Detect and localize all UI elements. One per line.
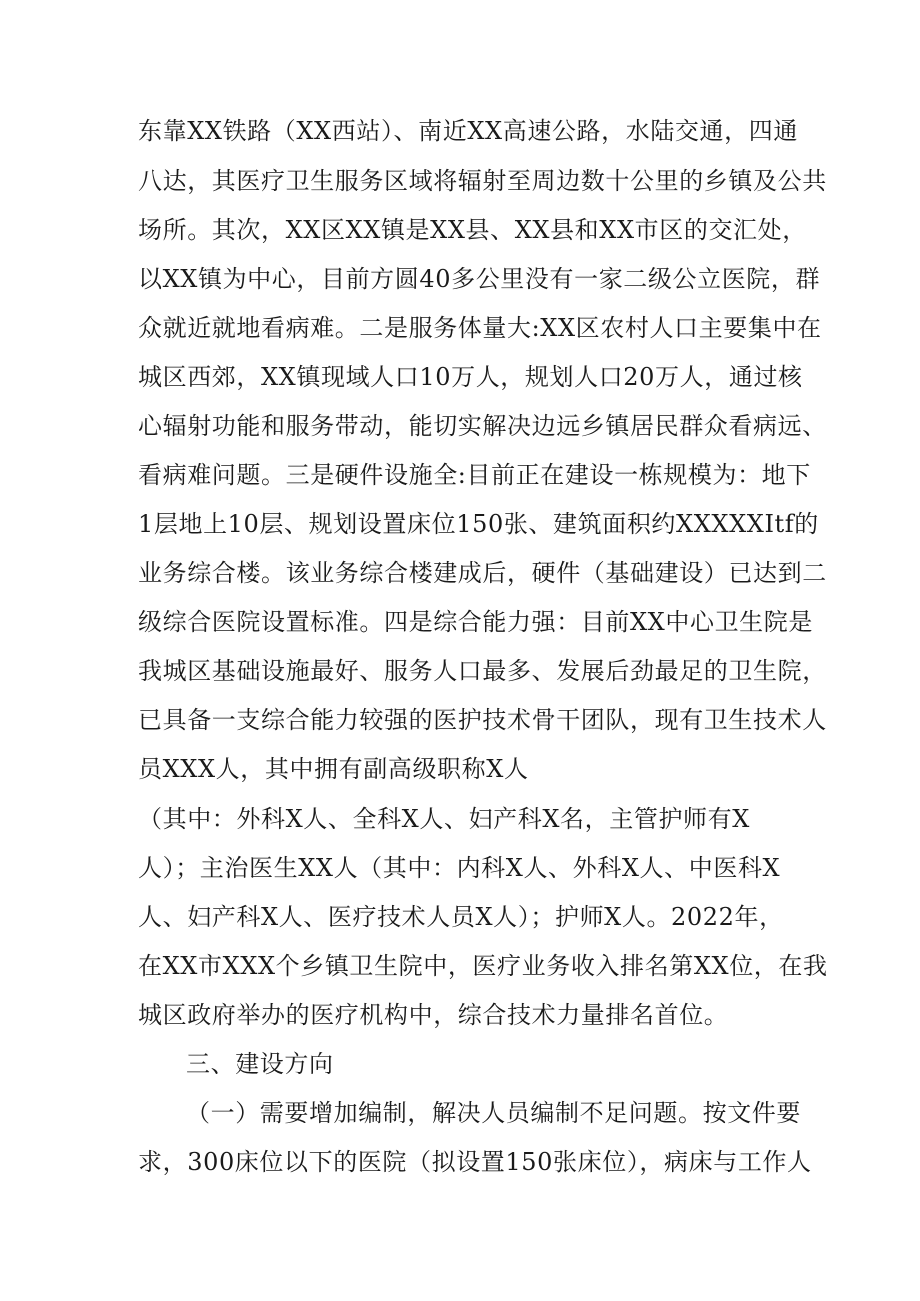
- text-line-8: 看病难问题。三是硬件设施全:目前正在建设一栋规模为：地下: [138, 461, 811, 489]
- text-line-10: 业务综合楼。该业务综合楼建成后，硬件（基础建设）已达到二: [138, 559, 827, 587]
- text-line-4: 以XX镇为中心，目前方圆40多公里没有一家二级公立医院，群: [138, 265, 821, 293]
- text-line-15: （其中：外科X人、全科X人、妇产科X名，主管护师有X: [138, 805, 750, 833]
- text-line-19: 城区政府举办的医疗机构中，综合技术力量排名首位。: [138, 1001, 729, 1029]
- text-line-11: 级综合医院设置标准。四是综合能力强：目前XX中心卫生院是: [138, 608, 813, 636]
- text-line-13: 已具备一支综合能力较强的医护技术骨干团队，现有卫生技术人: [138, 706, 827, 734]
- text-line-17: 人、妇产科X人、医疗技术人员X人）；护师X人。2022年，: [138, 903, 784, 931]
- text-line-2: 八达，其医疗卫生服务区域将辐射至周边数十公里的乡镇及公共: [138, 167, 827, 195]
- text-line-16: 人）；主治医生XX人（其中：内科X人、外科X人、中医科X: [138, 854, 781, 882]
- text-line-9: 1层地上10层、规划设置床位150张、建筑面积约XXXXXItf的: [138, 510, 819, 538]
- text-line-7: 心辐射功能和服务带动，能切实解决边远乡镇居民群众看病远、: [138, 412, 827, 440]
- text-line-1: 东靠XX铁路（XX西站）、南近XX高速公路，水陆交通，四通: [138, 117, 798, 145]
- text-line-22: 求，300床位以下的医院（拟设置150张床位），病床与工作人: [138, 1148, 812, 1176]
- text-line-18: 在XX市XXX个乡镇卫生院中，医疗业务收入排名第XX位，在我: [138, 952, 828, 980]
- text-line-5: 众就近就地看病难。二是服务体量大:XX区农村人口主要集中在: [138, 314, 822, 342]
- text-line-6: 城区西郊，XX镇现域人口10万人，规划人口20万人，通过核: [138, 363, 803, 391]
- text-line-14: 员XXX人，其中拥有副高级职称X人: [138, 755, 529, 783]
- section-heading: 三、建设方向: [186, 1050, 334, 1078]
- text-line-12: 我城区基础设施最好、服务人口最多、发展后劲最足的卫生院，: [138, 657, 827, 685]
- text-line-3: 场所。其次，XX区XX镇是XX县、XX县和XX市区的交汇处，: [138, 216, 807, 244]
- text-line-21: （一）需要增加编制，解决人员编制不足问题。按文件要: [186, 1099, 801, 1127]
